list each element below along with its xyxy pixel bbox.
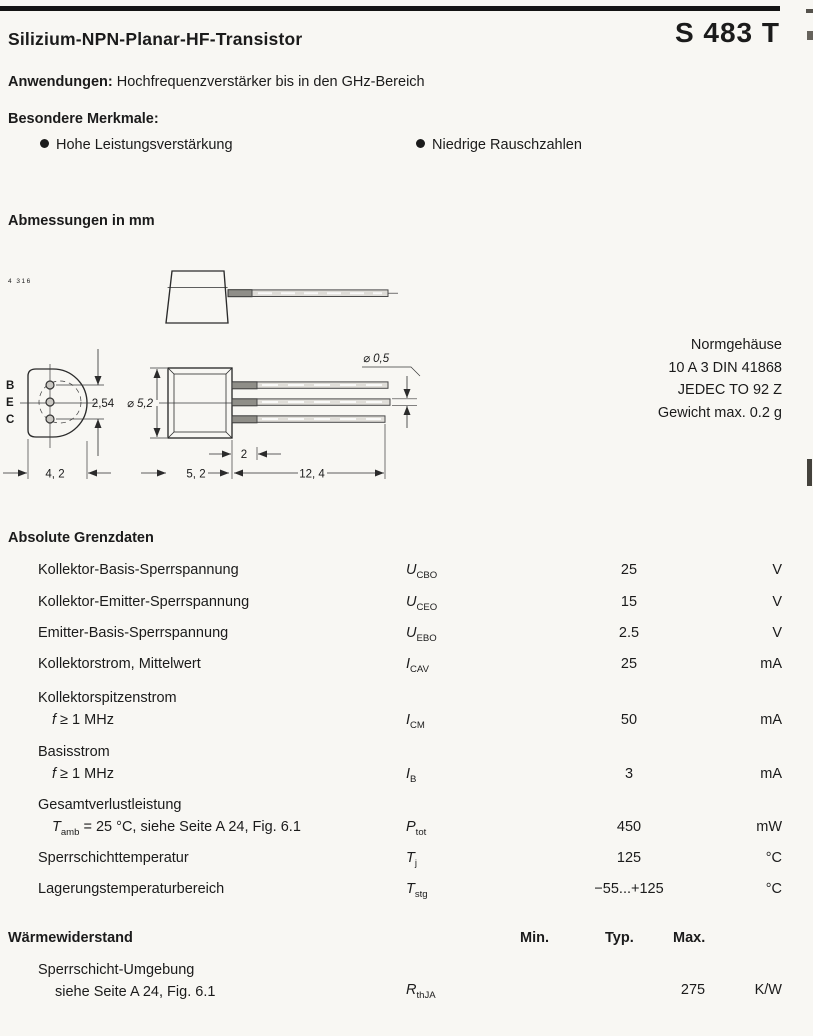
page-title: Silizium-NPN-Planar-HF-Transistor: [8, 29, 303, 49]
applications-text: Hochfrequenzverstärker bis in den GHz-Bereich: [112, 74, 425, 90]
thermal-condition: siehe Seite A 24, Fig. 6.1: [55, 984, 216, 1000]
rating-value: −55...+125: [594, 881, 664, 897]
ratings-heading: Absolute Grenzdaten: [8, 530, 154, 546]
rating-value: 15: [620, 594, 638, 610]
rating-symbol: $I_B$: [406, 766, 417, 785]
rating-unit: V: [772, 625, 782, 641]
pin-b: [46, 381, 54, 389]
dim-flat: 4, 2: [45, 468, 65, 481]
case-info-line: Gewicht max. 0.2 g: [657, 404, 782, 421]
rating-symbol: $T_j$: [406, 850, 417, 869]
dimensions-heading: Abmessungen in mm: [8, 213, 155, 229]
col-header-min: Min.: [520, 930, 549, 946]
dim-pitch: 2,54: [91, 398, 115, 410]
rating-unit: mA: [760, 656, 782, 672]
case-info-line: 10 A 3 DIN 41868: [668, 359, 782, 376]
rating-value: 25: [620, 656, 638, 672]
features-heading: Besondere Merkmale:: [8, 111, 159, 127]
rating-value: 50: [620, 712, 638, 728]
rating-unit: mA: [760, 712, 782, 728]
drawing-ref-number: 4 316: [8, 278, 32, 285]
rating-value: 2.5: [618, 625, 640, 641]
rating-param: Lagerungstemperaturbereich: [38, 881, 225, 897]
rating-symbol: $T_{stg}$: [406, 881, 428, 900]
pin-label-b: B: [6, 380, 15, 392]
rating-unit: mA: [760, 766, 782, 782]
rating-value: 3: [624, 766, 634, 782]
rating-param: Kollektorstrom, Mittelwert: [38, 656, 201, 672]
side-view: [127, 353, 420, 481]
rating-unit: °C: [765, 850, 782, 866]
rating-symbol: $U_{CEO}$: [406, 594, 438, 613]
rating-unit: V: [772, 562, 782, 578]
dim-body-dia: ⌀ 5,2: [126, 398, 153, 410]
case-info-line: Normgehäuse: [690, 337, 782, 353]
rating-value: 25: [620, 562, 638, 578]
pin-label-e: E: [6, 397, 14, 409]
case-info-line: JEDEC TO 92 Z: [677, 382, 782, 399]
col-header-typ: Typ.: [605, 930, 634, 946]
scan-artifact-mark: [806, 9, 813, 13]
rating-symbol: $U_{CBO}$: [406, 562, 438, 581]
thermal-unit: K/W: [754, 982, 782, 998]
rating-condition: f ≥ 1 MHz: [52, 766, 114, 782]
dim-stub: 2: [240, 449, 248, 461]
part-number: S 483 T: [674, 17, 780, 48]
rating-param: Gesamtverlustleistung: [38, 797, 182, 813]
feature-item: Hohe Leistungsverstärkung: [56, 137, 233, 153]
scan-artifact-tab: [807, 459, 812, 486]
rating-param: Sperrschichttemperatur: [38, 850, 189, 866]
thermal-symbol: $R_{thJA}$: [406, 982, 436, 1001]
pin-e: [46, 398, 54, 406]
rating-param: Basisstrom: [38, 744, 110, 760]
top-view: [166, 271, 398, 323]
applications-label: Anwendungen:: [8, 74, 113, 90]
scan-artifact-mark: [807, 31, 813, 40]
dim-lead-dia: ⌀ 0,5: [363, 353, 390, 365]
front-view: [3, 349, 115, 481]
rating-unit: mW: [756, 819, 782, 835]
package-drawing: [0, 250, 460, 490]
pin-c: [46, 415, 54, 423]
rating-unit: V: [772, 594, 782, 610]
rating-condition: f ≥ 1 MHz: [52, 712, 114, 728]
dim-body: 5, 2: [186, 468, 206, 481]
top-rule: [0, 6, 780, 11]
applications-line: [8, 73, 425, 91]
rating-condition: $T_{amb} = 25$ °C, siehe Seite A 24, Fig. 6.1: [52, 819, 301, 838]
case-info: [658, 334, 782, 424]
thermal-heading: Wärmewiderstand: [8, 930, 133, 946]
rating-symbol: $U_{EBO}$: [406, 625, 437, 644]
rating-value: 125: [616, 850, 642, 866]
thermal-param: Sperrschicht-Umgebung: [38, 962, 195, 978]
rating-param: Kollektor-Basis-Sperrspannung: [38, 562, 239, 578]
rating-symbol: $I_{CAV}$: [406, 656, 429, 675]
feature-item: Niedrige Rauschzahlen: [432, 137, 582, 153]
bullet-icon: [416, 139, 425, 148]
rating-value: 450: [616, 819, 642, 835]
leads: [232, 382, 390, 423]
bullet-icon: [40, 139, 49, 148]
thermal-max-value: 275: [680, 982, 706, 998]
rating-symbol: $P_{tot}$: [406, 819, 427, 838]
pin-label-c: C: [6, 414, 15, 426]
rating-param: Kollektor-Emitter-Sperrspannung: [38, 594, 250, 610]
rating-param: Emitter-Basis-Sperrspannung: [38, 625, 229, 641]
rating-symbol: $I_{CM}$: [406, 712, 425, 731]
rating-param: Kollektorspitzenstrom: [38, 690, 177, 706]
rating-unit: °C: [765, 881, 782, 897]
dim-lead-length: 12, 4: [299, 468, 325, 481]
col-header-max: Max.: [673, 930, 706, 946]
